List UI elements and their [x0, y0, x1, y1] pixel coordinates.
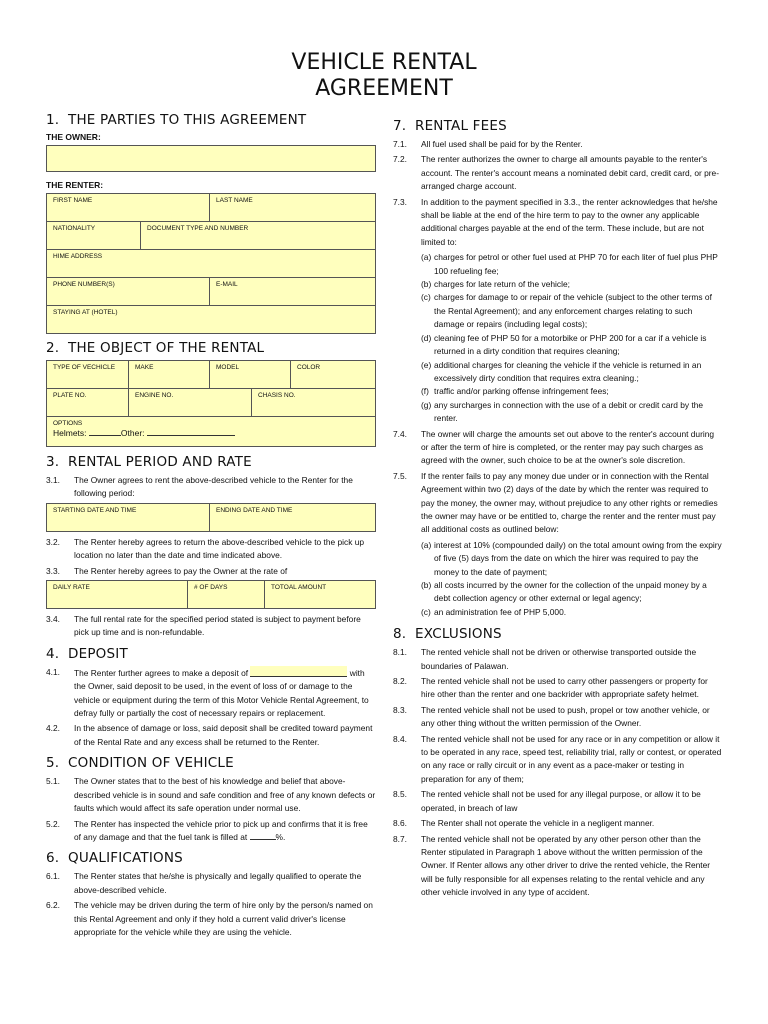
section-heading: 7. RENTAL FEES	[393, 118, 507, 134]
clause: 4.2. In the absence of damage or loss, said deposit shall be credited toward payment of the Rental Rate and any excess shall be returned to the Renter.	[46, 723, 373, 747]
list-item: (c) an administration fee of PHP 5,000.	[421, 606, 567, 617]
list-item: (d) cleaning fee of PHP 50 for a motorbike or PHP 200 for a car if a vehicle is returned in a dirty condition that requires cleaning;	[421, 332, 707, 357]
total-amount-field[interactable]: TOTOAL AMOUNT	[264, 581, 375, 608]
right-column	[393, 118, 723, 902]
clause: 7.1. All fuel used shall be paid for by the Renter.	[393, 139, 583, 149]
list-item: (b) charges for late return of the vehicle;	[421, 279, 570, 290]
section-heading: 8. EXCLUSIONS	[393, 626, 502, 643]
section-heading: 6. QUALIFICATIONS	[46, 850, 183, 867]
clause: 8.1. The rented vehicle shall not be driven or otherwise transported outside the boundaries of Palawan.	[393, 647, 697, 671]
owner-field[interactable]	[46, 145, 376, 172]
plate-field[interactable]: PLATE NO.	[53, 392, 87, 399]
clause: 3.3. The Renter hereby agrees to pay the Owner at the rate of	[46, 565, 288, 576]
other-blank[interactable]	[147, 435, 235, 436]
period-form	[46, 503, 376, 532]
clause: 3.2. The Renter hereby agrees to return the above-described vehicle to the pick up location no later than the date and time indicated above.	[46, 536, 365, 561]
daily-rate-field[interactable]: DAILY RATE	[53, 584, 90, 592]
section-heading: 2. THE OBJECT OF THE RENTAL	[46, 340, 265, 356]
clause: 3.1. The Owner agrees to rent the above-described vehicle to the Renter for the following period:	[46, 475, 353, 499]
list-item: (a) interest at 10% (compounded daily) on the total amount owing from the expiry of five (5) days from the date on which the hirer was required to pay the money to the date of payment;	[421, 539, 722, 577]
engine-field[interactable]: ENGINE NO.	[128, 389, 251, 416]
color-field[interactable]: COLOR	[290, 361, 375, 388]
last-name-field[interactable]: LAST NAME	[209, 194, 375, 221]
renter-form	[46, 193, 376, 334]
clause: 6.1. The Renter states that he/she is physically and legally qualified to operate the above-described vehicle.	[46, 871, 362, 895]
list-item: (g) any surcharges in connection with the use of a debit or credit card by the renter.	[421, 399, 704, 424]
exclusions-list	[393, 646, 723, 899]
fuel-level-blank[interactable]	[250, 839, 276, 840]
document-field[interactable]: DOCUMENT TYPE AND NUMBER	[140, 222, 375, 249]
clause: 8.6. The Renter shall not operate the vehicle in a negligent manner.	[393, 818, 655, 829]
helmets-label: Helmets:	[53, 428, 87, 438]
clause: 3.4. The full rental rate for the specified period stated is subject to payment before pick up time and is non-refundable.	[46, 614, 361, 638]
section-heading: 1. THE PARTIES TO THIS AGREEMENT	[46, 112, 307, 128]
clause: 4.1. The Renter further agrees to make a deposit of with the Owner, said deposit to be used, in the event of loss of or damage to the vehicle or equipment during the term of this Motor Vehicle Rental Agreement, to defray fully or partially the cost of necessary repairs or replacement.	[46, 666, 369, 719]
section-heading: 3. RENTAL PERIOD AND RATE	[46, 454, 252, 470]
list-item: (b) all costs incurred by the owner for the collection of the unpaid money by a debt collection agency or other external or legal agency;	[421, 580, 707, 604]
owner-label: THE OWNER:	[46, 132, 101, 142]
days-field[interactable]: # OF DAYS	[187, 581, 264, 608]
title-line-2: AGREEMENT	[315, 76, 453, 101]
left-column	[46, 112, 376, 941]
first-name-field[interactable]: FIRST NAME	[53, 197, 93, 204]
title-line-1: VEHICLE RENTAL	[291, 50, 477, 75]
phone-field[interactable]: PHONE NUMBER(S)	[53, 281, 115, 288]
staying-at-field[interactable]: STAYING AT (HOTEL)	[53, 309, 118, 316]
make-field[interactable]: MAKE	[128, 361, 209, 388]
clause: 7.3. In addition to the payment specified in 3.3., the renter acknowledges that he/she shall be liable at the end of the hire term to pay to the owner any applicable additional charges payable at the end of the term. These include, but are not limited to:	[393, 196, 718, 247]
vehicle-form	[46, 360, 376, 447]
home-address-field[interactable]: HIME ADDRESS	[53, 253, 103, 260]
clause: 8.3. The rented vehicle shall not be used to push, propel or tow another vehicle, or any other thing without the written permission of the Owner.	[393, 704, 710, 729]
chasis-field[interactable]: CHASIS NO.	[251, 389, 375, 416]
document-title	[0, 50, 768, 102]
clause: 7.5. If the renter fails to pay any money due under or in connection with the Rental Agreement within two (2) days of the date by which the renter was required to pay the money, the owner may, without prejudice to any other rights or remedies the owner may have or be entitled to, charge the renter and the renter must pay all additional costs as outlined below:	[393, 470, 718, 535]
end-date-field[interactable]: ENDING DATE AND TIME	[209, 504, 375, 531]
start-date-field[interactable]: STARTING DATE AND TIME	[53, 506, 137, 514]
email-field[interactable]: E-MAIL	[209, 278, 375, 305]
cost-list	[393, 539, 723, 619]
clause: 8.2. The rented vehicle shall not be used to carry other passengers or property for hire other than the renter and one backrider with appropriate safety helmet.	[393, 676, 708, 700]
deposit-blank[interactable]	[250, 666, 347, 677]
vehicle-type-field[interactable]: TYPE OF VECHICLE	[53, 364, 116, 371]
clause: 7.4. The owner will charge the amounts set out above to the renter's account during or after the term of hire is completed, or the renter may pay such charges as agreed with the owner, such choice to be at the owner's sole discretion.	[393, 428, 715, 466]
section-heading: 4. DEPOSIT	[46, 645, 128, 662]
renter-label: THE RENTER:	[46, 180, 104, 190]
other-label: Other:	[120, 428, 145, 438]
clause: 5.2. The Renter has inspected the vehicle prior to pick up and confirms that it is free of any damage and that the fuel tank is filled at %.	[46, 818, 368, 842]
clause: 8.4. The rented vehicle shall not be used for any race or in any competition or allow it to be operated in any race, speed test, reliability trial, rally or contest, or operated on any race or rally circuit or in any event as a pace-maker or testing in preparation for any of them;	[393, 733, 722, 784]
clause: 8.7. The rented vehicle shall not be operated by any other person other than the Renter stipulated in Paragraph 1 above without the written permission of the Owner. If Renter allows any other driver to drive the rented vehicle, the Renter will be fully responsible for all expenses relating to the rental vehicle and any other vehicle involved in any type of accident.	[393, 833, 711, 898]
section-heading: 5. CONDITION OF VEHICLE	[46, 755, 234, 772]
list-item: (f) traffic and/or parking offense infringement fees;	[421, 386, 609, 397]
clause: 6.2. The vehicle may be driven during the term of hire only by the person/s named on this Rental Agreement and only if they hold a current valid driver's license appropriate for the vehicle while they are using the vehicle.	[46, 900, 373, 937]
fee-list	[393, 251, 723, 425]
list-item: (c) charges for damage to or repair of the vehicle (subject to the other terms of the Rental Agreement); and any enforcement charges relating to such damage or repairs (including legal costs);	[421, 292, 712, 330]
helmets-blank[interactable]	[89, 435, 121, 436]
rate-form	[46, 580, 376, 609]
model-field[interactable]: MODEL	[209, 361, 290, 388]
list-item: (a) charges for petrol or other fuel used at PHP 70 for each liter of fuel plus PHP 100 refueling fee;	[421, 252, 718, 276]
nationality-field[interactable]: NATIONALITY	[53, 225, 96, 232]
clause: 5.1. The Owner states that to the best of his knowledge and belief that above-described vehicle is in sound and safe condition and free of any known defects or faults which would affect its safe operation under normal use.	[46, 776, 376, 814]
clause: 7.2. The renter authorizes the owner to charge all amounts payable to the renter's account. The renter's account means a nominated debit card, credit card, or pre-arranged charge account.	[393, 154, 719, 192]
list-item: (e) additional charges for cleaning the vehicle if the vehicle is returned in an excessively dirty condition that requires extra cleaning.;	[421, 359, 702, 383]
clause: 8.5. The rented vehicle shall not be used for any illegal purpose, or allow it to be operated, in breach of law	[393, 789, 701, 813]
options-field: OPTIONS Helmets: Other:	[47, 417, 375, 446]
